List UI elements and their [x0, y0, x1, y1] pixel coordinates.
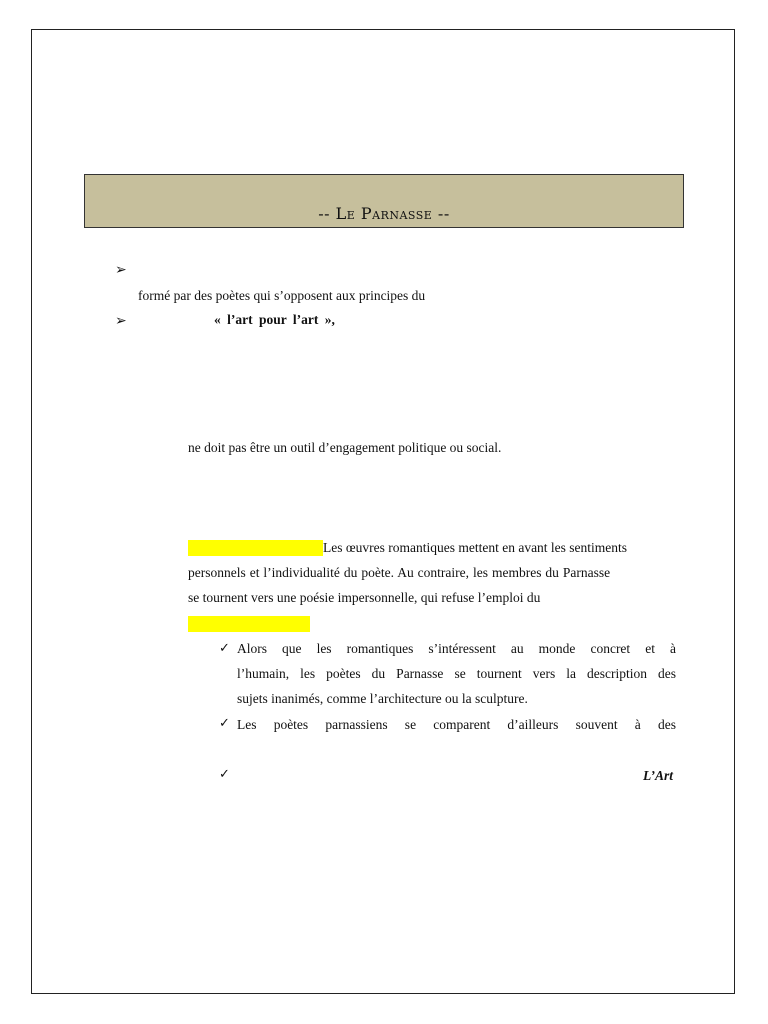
- romantic-line-3: se tournent vers une poésie impersonnelle, qui refuse l’emploi du: [188, 590, 541, 605]
- check-icon: ✓: [219, 716, 230, 731]
- check-item-1-line-2: l’humain, les poètes du Parnasse se tournent vers la description des: [237, 666, 676, 681]
- arrow-bullet-icon: ➢: [115, 262, 127, 278]
- check-icon: ✓: [219, 767, 230, 782]
- title-banner: [84, 174, 684, 228]
- arrow-bullet-icon: ➢: [115, 313, 127, 329]
- highlight-mark: [188, 616, 310, 632]
- romantic-line-2: personnels et l’individualité du poète. Au contraire, les membres du Parnasse: [188, 565, 611, 580]
- check-icon: ✓: [219, 641, 230, 656]
- highlight-mark: [188, 540, 323, 556]
- check-item-3-text: L’Art: [642, 768, 673, 783]
- intro-line-1: formé par des poètes qui s’opposent aux principes du: [138, 288, 426, 303]
- intro-line-2: ne doit pas être un outil d’engagement politique ou social.: [188, 440, 502, 455]
- check-item-2-line-1: Les poètes parnassiens se comparent d’ailleurs souvent à des: [237, 717, 676, 732]
- page-title: -- Le Parnasse --: [318, 204, 450, 223]
- romantic-line-1: Les œuvres romantiques mettent en avant les sentiments: [323, 540, 628, 555]
- slogan-text: « l’art pour l’art »,: [214, 312, 335, 327]
- check-item-1-line-1: Alors que les romantiques s’intéressent au monde concret et à: [237, 641, 676, 656]
- check-item-1-line-3: sujets inanimés, comme l’architecture ou la sculpture.: [237, 691, 528, 706]
